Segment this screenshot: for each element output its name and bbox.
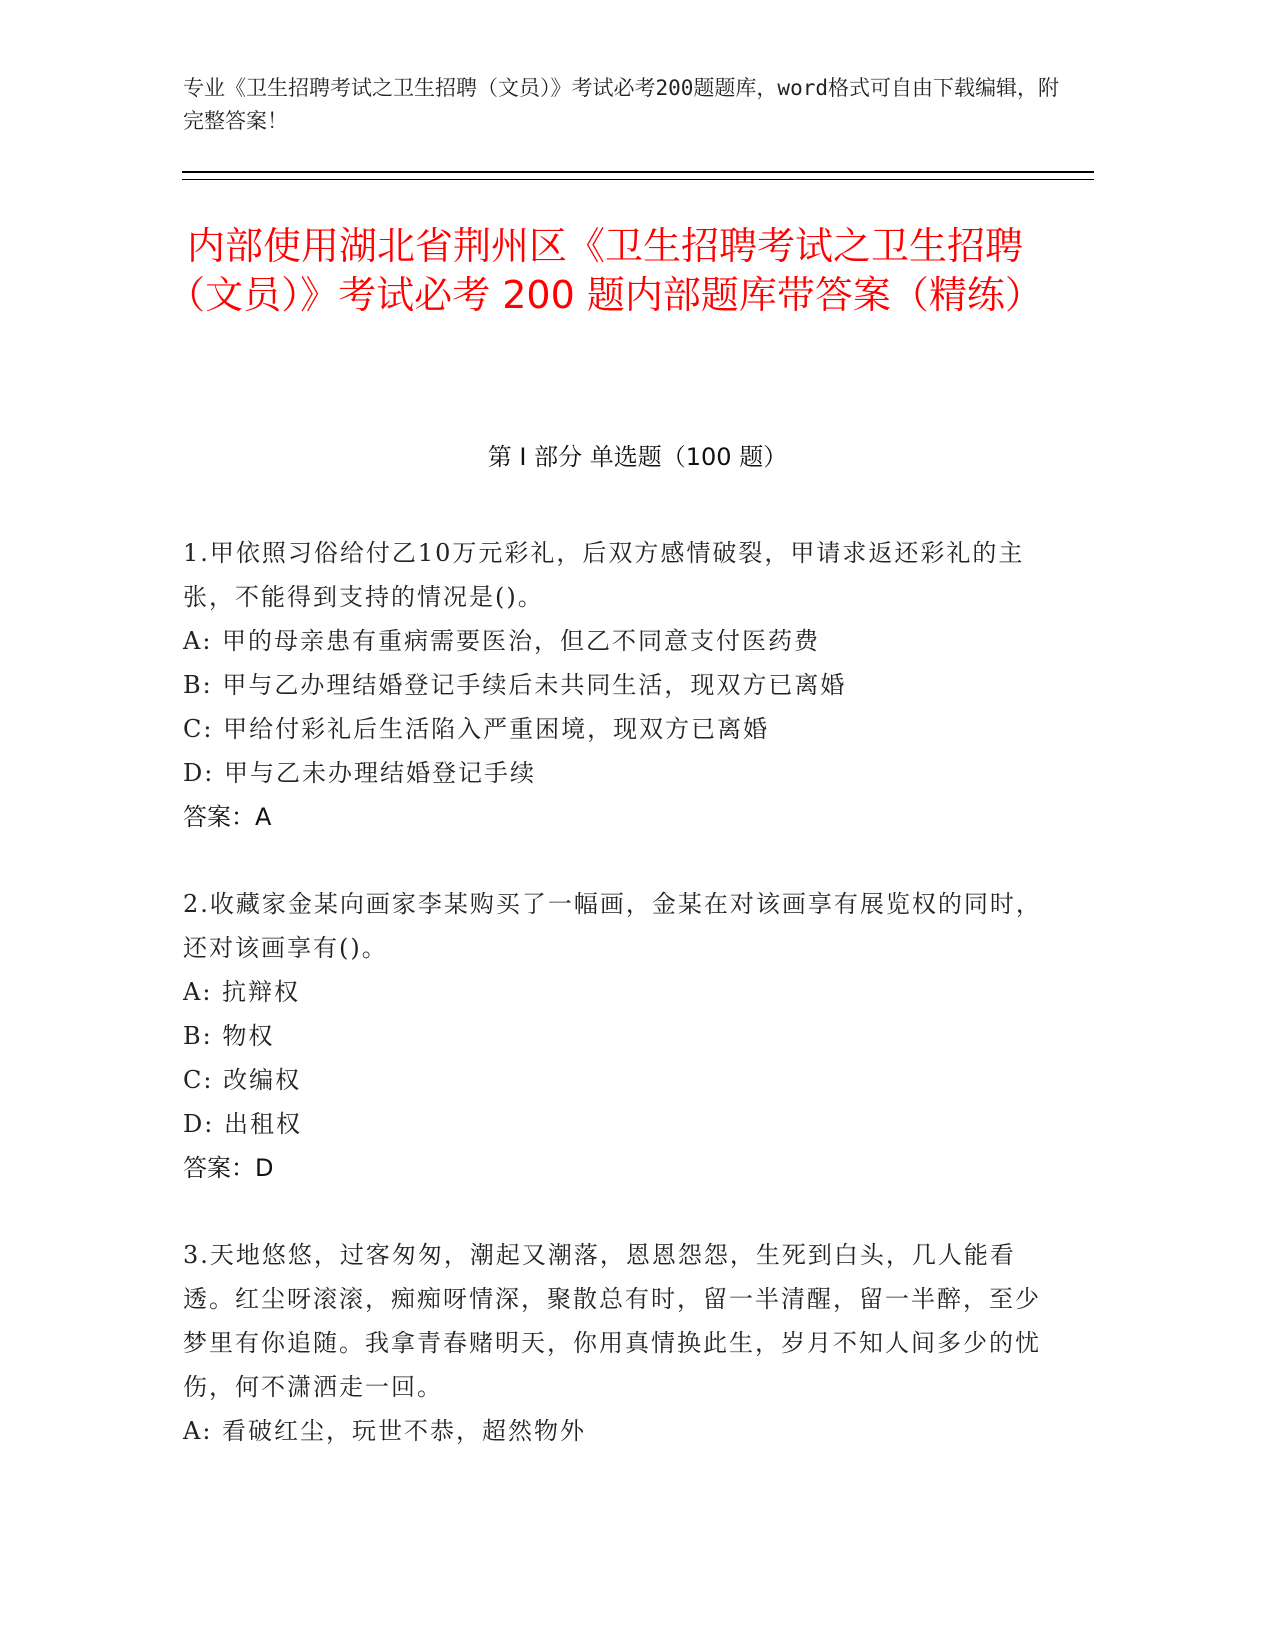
answer-text: 答案：D — [183, 1154, 274, 1182]
option-c: C: 甲给付彩礼后生活陷入严重困境，现双方已离婚 — [183, 715, 770, 743]
question-text: 3.天地悠悠，过客匆匆，潮起又潮落，恩恩怨怨，生死到白头，几人能看透。红尘呀滚滚，痴痴呀情深，聚散总有时，留一半清醒，留一半醉，至少梦里有你追随。我拿青春赌明天，你用真情换此生，岁月不知人间多少的忧伤，何不潇洒走一回。 — [183, 1241, 1041, 1401]
option-a: A: 甲的母亲患有重病需要医治，但乙不同意支付医药费 — [183, 627, 821, 655]
document-title: 内部使用湖北省荆州区《卫生招聘考试之卫生招聘（文员）》考试必考 200 题内部题库带答案（精练） — [167, 224, 1043, 317]
option-d: D: 甲与乙未办理结婚登记手续 — [183, 759, 536, 787]
question-item — [183, 1233, 1063, 1453]
section-heading: 第 I 部分 单选题（100 题） — [487, 443, 788, 471]
header-divider-thick — [182, 171, 1094, 173]
intro-text: 专业《卫生招聘考试之卫生招聘（文员）》考试必考200题题库，word格式可自由下载编辑，附完整答案！ — [183, 76, 1059, 133]
question-text: 2.收藏家金某向画家李某购买了一幅画，金某在对该画享有展览权的同时，还对该画享有()。 — [183, 890, 1042, 962]
question-item — [183, 531, 1063, 839]
option-d: D: 出租权 — [183, 1110, 302, 1138]
question-list — [183, 531, 1063, 1496]
answer-text: 答案：A — [183, 803, 272, 831]
option-b: B: 甲与乙办理结婚登记手续后未共同生活，现双方已离婚 — [183, 671, 847, 699]
option-a: A: 抗辩权 — [183, 978, 301, 1006]
option-c: C: 改编权 — [183, 1066, 302, 1094]
question-item — [183, 882, 1063, 1190]
question-text: 1.甲依照习俗给付乙10万元彩礼，后双方感情破裂，甲请求返还彩礼的主张，不能得到支持的情况是()。 — [183, 539, 1025, 611]
header-divider-thin — [182, 179, 1094, 180]
option-a: A: 看破红尘，玩世不恭，超然物外 — [183, 1417, 587, 1445]
option-b: B: 物权 — [183, 1022, 275, 1050]
